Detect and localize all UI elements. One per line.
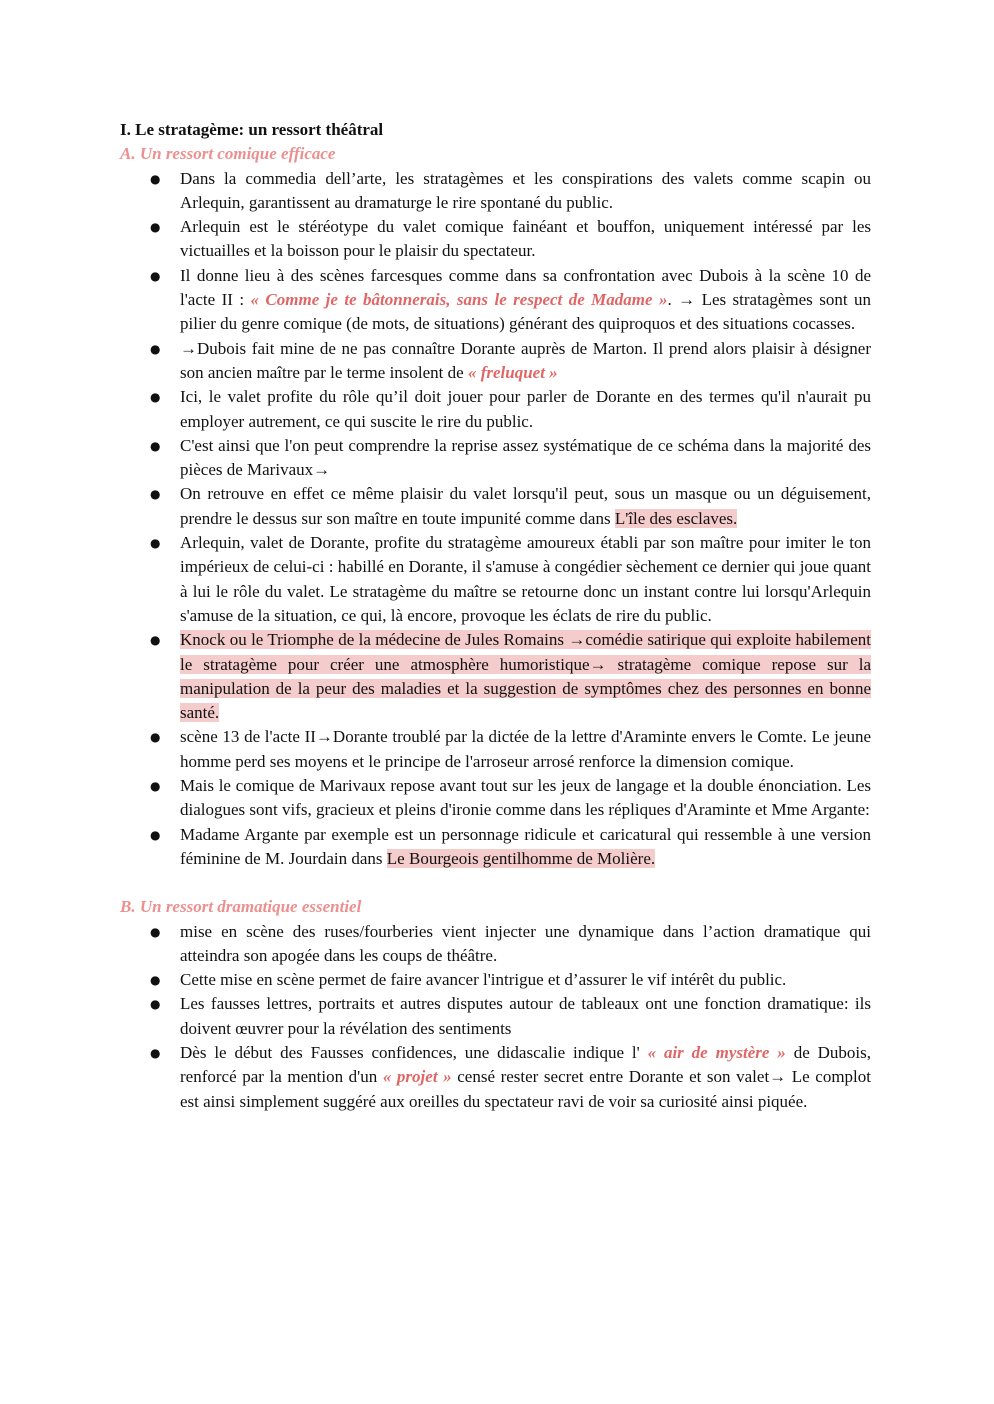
list-item: ● scène 13 de l'acte II→Dorante troublé par la dictée de la lettre d'Araminte envers le Comte. Le jeune homme perd ses moyens et le principe de l'arroseur arrosé renforce la dimension comique. xyxy=(120,725,871,774)
list-item: ● Ici, le valet profite du rôle qu’il doit jouer pour parler de Dorante en des termes qu'il n'aurait pu employer autrement, ce qui suscite le rire du public. xyxy=(120,385,871,434)
list-item: ● C'est ainsi que l'on peut comprendre la reprise assez systématique de ce schéma dans la majorité des pièces de Marivaux→ xyxy=(120,434,871,483)
document-content xyxy=(120,118,871,1114)
list-item: ● Arlequin est le stéréotype du valet comique fainéant et bouffon, uniquement intéressé par les victuailles et la boisson pour le plaisir du spectateur. xyxy=(120,215,871,264)
highlighted-text: Knock ou le Triomphe de la médecine de Jules Romains →comédie satirique qui exploite habilement le stratagème pour créer une atmosphère humoristique→ stratagème comique repose sur la manipulation de la peur des maladies et la suggestion de symptômes chez des personnes en bonne santé. xyxy=(180,630,871,723)
list-item: ● Madame Argante par exemple est un personnage ridicule et caricatural qui ressemble à une version féminine de M. Jourdain dans Le Bourgeois gentilhomme de Molière. xyxy=(120,823,871,872)
list-item: ● Arlequin, valet de Dorante, profite du stratagème amoureux établi par son maître pour imiter le ton impérieux de celui-ci : habillé en Dorante, il s'amuse à congédier sèchement ce dernier qui joue quant à lui le rôle du valet. Le stratagème du maître se retourne donc un instant contre lui lorsqu'Arlequin s'amuse de la situation, ce qui, là encore, provoque les éclats de rire du public. xyxy=(120,531,871,628)
list-item: ● Cette mise en scène permet de faire avancer l'intrigue et d’assurer le vif intérêt du public. xyxy=(120,968,871,992)
list-item: ● Mais le comique de Marivaux repose avant tout sur les jeux de langage et la double énonciation. Les dialogues sont vifs, gracieux et pleins d'ironie comme dans les répliques d'Araminte et Mme Argante: xyxy=(120,774,871,823)
quote: « freluquet » xyxy=(467,362,558,382)
list-item: ● Dès le début des Fausses confidences, une didascalie indique l' « air de mystère » de Dubois, renforcé par la mention d'un « projet » censé rester secret entre Dorante et son valet→ Le complot est ainsi simplement suggéré aux oreilles du spectateur ravi de voir sa curiosité ainsi piquée. xyxy=(120,1041,871,1114)
subsection-b-list xyxy=(120,920,871,1114)
list-item: ● →Dubois fait mine de ne pas connaître Dorante auprès de Marton. Il prend alors plaisir à désigner son ancien maître par le terme insolent de « freluquet » xyxy=(120,337,871,386)
quote: « Comme je te bâtonnerais, sans le respect de Madame » xyxy=(250,290,668,310)
quote: « projet » xyxy=(382,1067,452,1087)
list-item xyxy=(120,628,871,725)
list-item: ● mise en scène des ruses/fourberies vient injecter une dynamique dans l’action dramatique qui atteindra son apogée dans les coups de théâtre. xyxy=(120,920,871,969)
list-item: ● Les fausses lettres, portraits et autres disputes autour de tableaux ont une fonction dramatique: ils doivent œuvrer pour la révélation des sentiments xyxy=(120,992,871,1041)
highlighted-text: Le Bourgeois gentilhomme de Molière. xyxy=(386,848,656,868)
quote: « air de mystère » xyxy=(647,1042,786,1062)
section-title: I. Le stratagème: un ressort théâtral xyxy=(120,120,384,139)
subsection-a-list xyxy=(120,167,871,872)
highlighted-text: L'île des esclaves. xyxy=(614,508,738,528)
list-item: ● On retrouve en effet ce même plaisir du valet lorsqu'il peut, sous un masque ou un déguisement, prendre le dessus sur son maître en toute impunité comme dans L'île des esclaves. xyxy=(120,482,871,531)
list-item: ● Dans la commedia dell’arte, les stratagèmes et les conspirations des valets comme scapin ou Arlequin, garantissent au dramaturge le rire spontané du public. xyxy=(120,167,871,216)
subsection-a-heading: A. Un ressort comique efficace xyxy=(120,144,336,164)
subsection-b-heading: B. Un ressort dramatique essentiel xyxy=(120,897,362,917)
list-item: ● Il donne lieu à des scènes farcesques comme dans sa confrontation avec Dubois à la scène 10 de l'acte II : « Comme je te bâtonnerais, sans le respect de Madame ». → Les stratagèmes sont un pilier du genre comique (de mots, de situations) générant des quiproquos et des situations cocasses. xyxy=(120,264,871,337)
